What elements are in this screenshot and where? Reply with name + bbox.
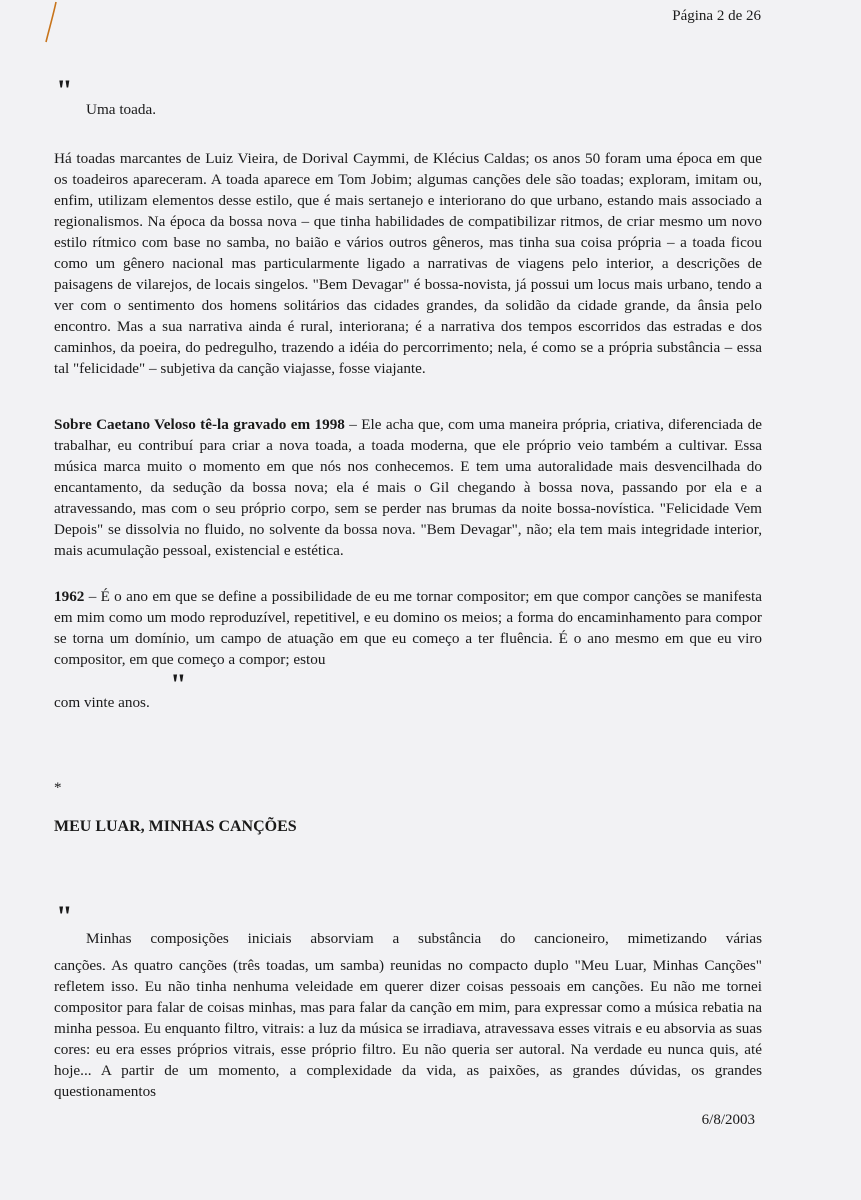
paragraph-caetano [54, 414, 762, 561]
paragraph-closing: com vinte anos. [54, 694, 150, 711]
paragraph-1962 [54, 586, 762, 670]
separator-asterisk: * [54, 780, 62, 796]
footer-date: 6/8/2003 [701, 1112, 755, 1128]
paragraph-toadas: Há toadas marcantes de Luiz Vieira, de Dorival Caymmi, de Klécius Caldas; os anos 50 foram uma época em que os toadeiros apareceram. A toada aparece em Tom Jobim; algumas canções dele são toadas; exploram, imitam ou, enfim, utilizam elementos desse estilo, que é mais sertanejo e interiorano do que urbano, estando mais associado a regionalismos. Na época da bossa nova – que tinha habilidades de compatibilizar ritmos, de criar mesmo um novo estilo rítmico com base no samba, no baião e vários outros gêneros, mas tinha sua coisa própria – a toada ficou como um gênero nacional mas particularmente ligado a narrativas de viagens pelo interior, a descrições de paisagens de vilarejos, de locais singelos. "Bem Devagar" é bossa-novista, já possui um locus mais urbano, tendo a ver com o sentimento dos homens solitários das cidades grandes, da solidão da cidade grande, da ânsia pelo encontro. Mas a sua narrativa ainda é rural, interiorana; é a narrativa dos tempos escorridos das estradas e dos caminhos, da poeira, do pedregulho, trazendo a idéia do percorrimento; nela, é como se a própria substância – essa tal "felicidade" – subjetiva da canção viajasse, fosse viajante. [54, 150, 762, 377]
paragraph-text: – Ele acha que, com uma maneira própria, criativa, diferenciada de trabalhar, eu contribuí para criar a nova toada, a toada moderna, que ele próprio veio também a cultivar. Essa música marca muito o momento em que nós nos conhecemos. E tem uma autoralidade mais desvencilhada do encantamento, da sedução da bossa nova; ela é mais o Gil chegando à bossa nova, passando por ela e a atravessando, mas com o seu próprio corpo, sem se perder nas brumas da noite bossa-novística. "Felicidade Vem Depois" se dissolvia no fluido, no solvente da bossa nova. "Bem Devagar", não; ela tem mais integridade interior, mais acumulação pessoal, existencial e estética. [54, 416, 762, 559]
quote-mark: " [56, 74, 71, 107]
quote-opening: Uma toada. [86, 101, 157, 118]
paragraph-minhas-composicoes: canções. As quatro canções (três toadas, um samba) reunidas no compacto duplo "Meu Luar, Minhas Canções" refletem isso. Eu não tinha nenhuma veleidade em querer dizer coisas pessoais em canções. Eu não me tornei compositor para falar de coisas minhas, mas para falar da canção em mim, para expressar como a música rebatia na minha pessoa. Eu enquanto filtro, vitrais: a luz da música se irradiava, atravessava esses vitrais e eu absorvia as suas cores: eu era esses próprios vitrais, esse próprio filtro. Eu não queria ser autoral. Na verdade eu nunca quis, até hoje... A partir de um momento, a complexidade da vida, as paixões, as grandes dúvidas, os grandes questionamentos [54, 957, 762, 1100]
quote-mark: " [56, 900, 71, 933]
quote-first-line: Minhas composições iniciais absorviam a substância do cancioneiro, mimetizando várias [86, 930, 762, 947]
paragraph-lead: Sobre Caetano Veloso tê-la gravado em 1998 [54, 416, 345, 433]
page-number: Página 2 de 26 [672, 8, 761, 24]
section-heading: MEU LUAR, MINHAS CANÇÕES [54, 818, 297, 835]
quote-mark: " [170, 668, 185, 701]
pen-stroke-mark [38, 0, 68, 44]
paragraph-text: – É o ano em que se define a possibilidade de eu me tornar compositor; em que compor canções se manifesta em mim como um modo reproduzível, repetitivel, e eu domino os meios; a forma do encaminhamento para compor se torna um domínio, um campo de atuação em que eu começo a ter fluência. É o ano mesmo em que eu viro compositor, em que começo a compor; estou [54, 588, 762, 668]
paragraph-lead: 1962 [54, 588, 85, 605]
